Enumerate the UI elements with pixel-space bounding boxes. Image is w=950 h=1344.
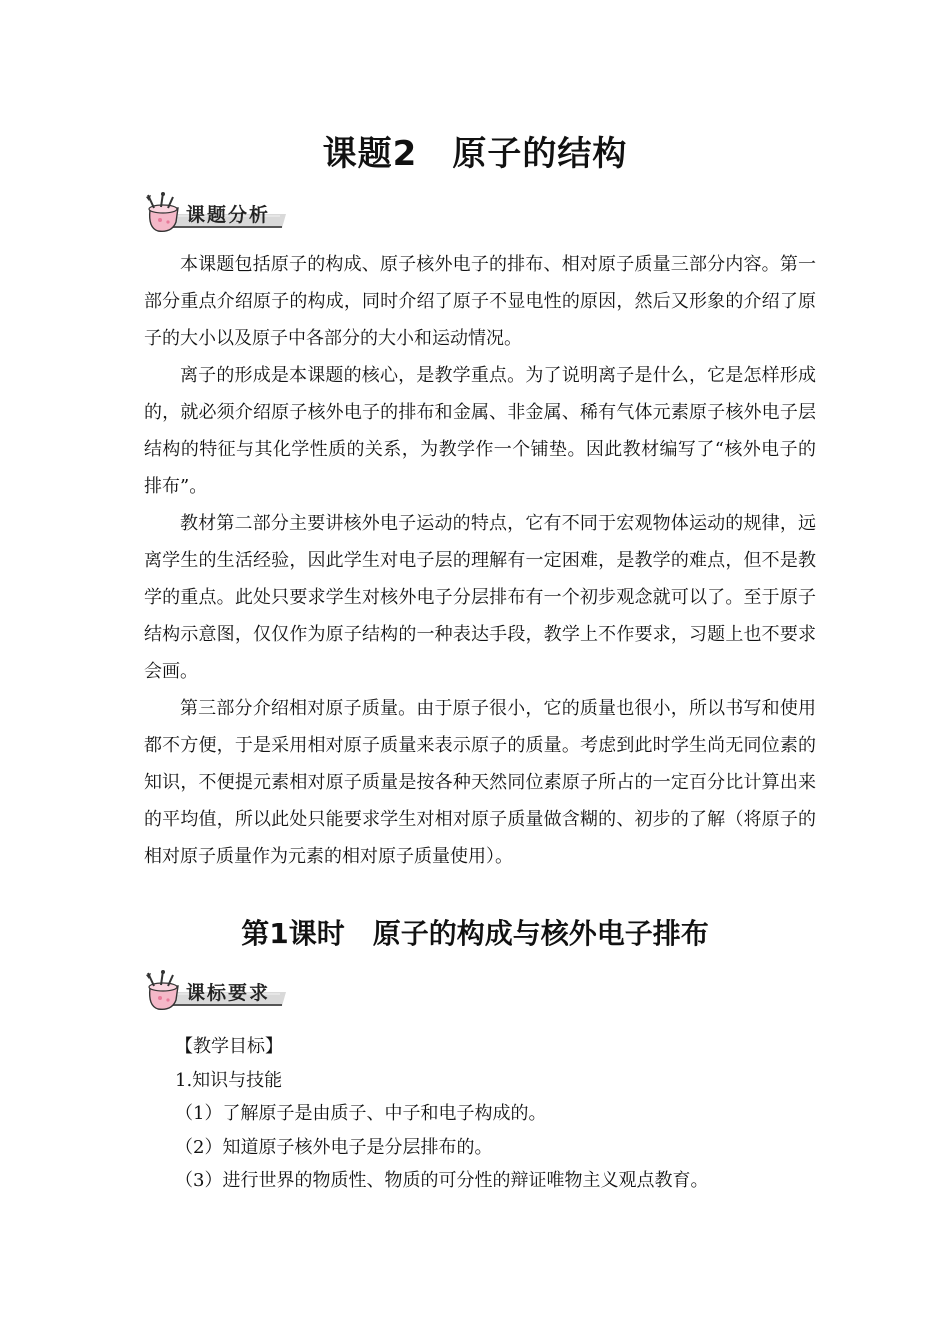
section-badge-analysis: [142, 192, 288, 234]
paragraph: 本课题包括原子的构成、原子核外电子的排布、相对原子质量三部分内容。第一部分重点介绍原子的构成，同时介绍了原子不显电性的原因，然后又形象的介绍了原子的大小以及原子中各部分的大小和运动情况。: [144, 254, 816, 349]
badge-label: 课标要求: [186, 982, 271, 1004]
paragraph: 教材第二部分主要讲核外电子运动的特点，它有不同于宏观物体运动的规律，远离学生的生活经验，因此学生对电子层的理解有一定困难，是教学的难点，但不是教学的重点。此处只要求学生对核外电子分层排布有一个初步观念就可以了。至于原子结构示意图，仅仅作为原子结构的一种表达手段，教学上不作要求，习题上也不要求会画。: [144, 513, 816, 682]
list-item: （2）知道原子核外电子是分层排布的。: [175, 1136, 493, 1158]
page-title: 课题2 原子的结构: [322, 134, 628, 174]
requirements-list: [175, 1030, 815, 1198]
paragraph: 离子的形成是本课题的核心，是教学重点。为了说明离子是什么，它是怎样形成的，就必须介绍原子核外电子的排布和金属、非金属、稀有气体元素原子核外电子层结构的特征与其化学性质的关系，为教学作一个铺垫。因此教材编写了“核外电子的排布”。: [144, 365, 816, 497]
list-item: （1）了解原子是由质子、中子和电子构成的。: [175, 1103, 547, 1124]
lesson-title: 第1课时 原子的构成与核外电子排布: [241, 917, 709, 950]
list-item: （3）进行世界的物质性、物质的可分性的辩证唯物主义观点教育。: [175, 1170, 709, 1191]
badge-label: 课题分析: [186, 204, 271, 226]
analysis-text: [144, 246, 816, 875]
paragraph: 第三部分介绍相对原子质量。由于原子很小，它的质量也很小，所以书写和使用都不方便，于是采用相对原子质量来表示原子的质量。考虑到此时学生尚无同位素的知识，不便提元素相对原子质量是按各种天然同位素原子所占的一定百分比计算出来的平均值，所以此处只能要求学生对相对原子质量做含糊的、初步的了解（将原子的相对原子质量作为元素的相对原子质量使用）。: [144, 698, 816, 867]
section-badge-requirements: [142, 970, 288, 1012]
list-item: 1.知识与技能: [175, 1069, 283, 1091]
list-item: 【教学目标】: [175, 1036, 283, 1057]
